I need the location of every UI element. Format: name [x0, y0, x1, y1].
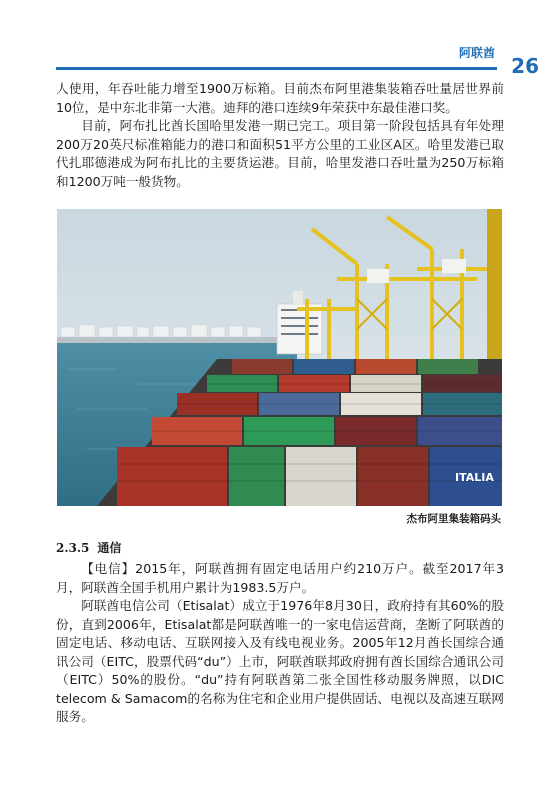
paragraph-port-capacity: 人使用，年吞吐能力增至1900万标箱。目前杰布阿里港集装箱吞吐量居世界前10位，是中东北非第一大港。迪拜的港口连续9年荣获中东最佳港口奖。: [56, 81, 504, 115]
page-number: 26: [511, 54, 539, 78]
paragraph-telecom-users: 【电信】2015年，阿联酋拥有固定电话用户约210万户。截至2017年3月，阿联酋全国手机用户累计为1983.5万户。: [56, 561, 504, 595]
section-number: 2.3.5: [56, 541, 90, 555]
section-heading: [56, 539, 121, 556]
top-text-block: [56, 80, 504, 191]
container-terminal-photo: [57, 209, 502, 506]
section-title: 通信: [97, 541, 122, 555]
ship-container-text: ITALIA: [455, 471, 494, 484]
paragraph-khalifa-port: 目前，阿布扎比酋长国哈里发港一期已完工。项目第一阶段包括具有年处理200万20英尺标准箱能力的港口和面积51平方公里的工业区A区。哈里发港已取代扎耶德港成为阿布扎比的主要货运港。目前，哈里发港口吞吐量为250万标箱和1200万吨一般货物。: [56, 118, 504, 189]
photo-caption: 杰布阿里集装箱码头: [406, 513, 501, 525]
header-divider: [56, 67, 497, 70]
bottom-text-block: [56, 560, 504, 727]
paragraph-etisalat-du: 阿联酋电信公司（Etisalat）成立于1976年8月30日，政府持有其60%的股份，直到2006年，Etisalat都是阿联酋唯一的一家电信运营商，垄断了阿联酋的固定电话、移动电话、互联网接入及有线电视业务。2005年12月酋长国综合通讯公司（EITC，股票代码“du”）上市，阿联酋联邦政府拥有酋长国综合通讯公司（EITC）50%的股份。“du”持有阿联酋第二张全国性移动服务牌照，以DIC telecom & Samacom的名称为住宅和企业用户提供固话、电视以及高速互联网服务。: [56, 598, 504, 724]
header-country-label: 阿联酋: [458, 46, 495, 60]
